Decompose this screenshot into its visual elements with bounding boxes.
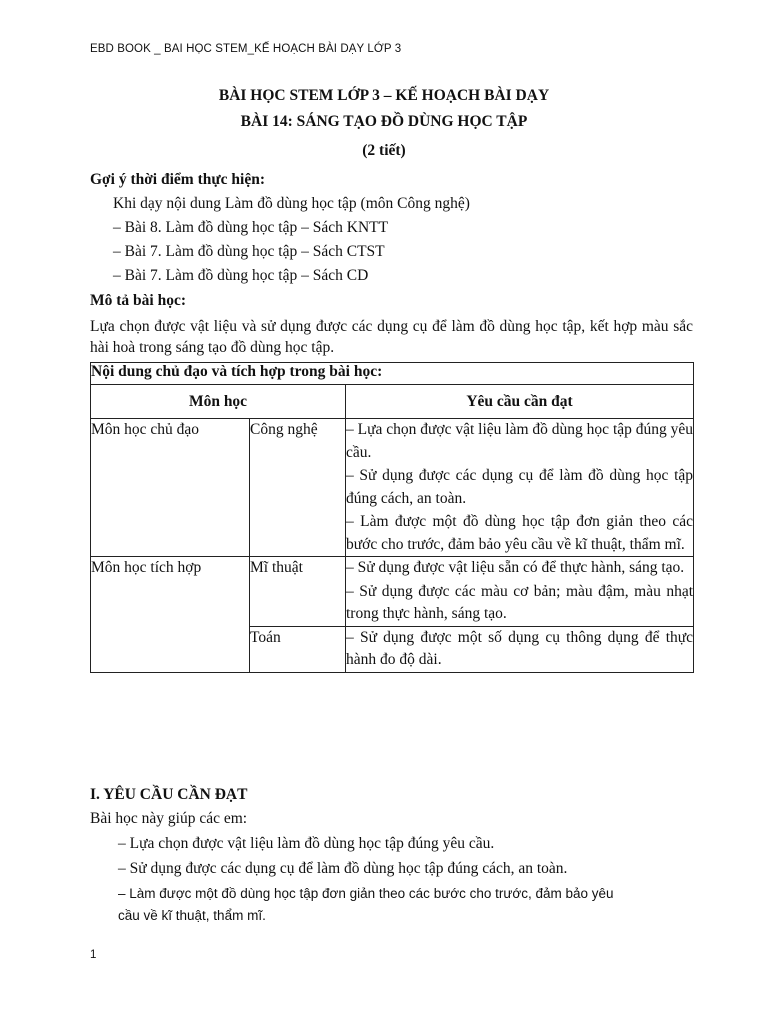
objective-item: – Sử dụng được các dụng cụ để làm đồ dùng học tập đúng cách, an toàn. (118, 860, 568, 877)
timing-intro: Khi dạy nội dung Làm đồ dùng học tập (môn Công nghệ) (113, 195, 470, 212)
requirement-item: – Sử dụng được các màu cơ bản; màu đậm, màu nhạt trong thực hành, sáng tạo. (346, 582, 694, 622)
requirement-cell (346, 419, 694, 557)
section-heading: I. YÊU CẦU CẦN ĐẠT (90, 786, 248, 803)
subject-name: Công nghệ (250, 419, 346, 557)
timing-item: – Bài 7. Làm đồ dùng học tập – Sách CD (113, 267, 369, 284)
subject-group-main: Môn học chủ đạo (91, 419, 250, 557)
timing-heading: Gợi ý thời điểm thực hiện: (90, 171, 266, 188)
page-number: 1 (90, 949, 97, 961)
requirement-item: – Sử dụng được vật liệu sẵn có để thực hành, sáng tạo. (346, 559, 685, 576)
document-title: BÀI HỌC STEM LỚP 3 – KẾ HOẠCH BÀI DẠY (218, 87, 550, 104)
timing-item: – Bài 8. Làm đồ dùng học tập – Sách KNTT (113, 219, 389, 236)
requirement-item: – Sử dụng được các dụng cụ để làm đồ dùng học tập đúng cách, an toàn. (346, 467, 694, 507)
section-intro: Bài học này giúp các em: (90, 810, 248, 827)
requirement-cell (346, 557, 694, 627)
objective-item-continued: cầu về kĩ thuật, thẩm mĩ. (118, 908, 266, 923)
requirement-item: – Lựa chọn được vật liệu làm đồ dùng học tập đúng yêu cầu. (346, 421, 694, 461)
table-intro: Nội dung chủ đạo và tích hợp trong bài học: (91, 363, 694, 385)
running-header: EBD BOOK _ BAI HỌC STEM_KẾ HOẠCH BÀI DẠY LỚP 3 (90, 43, 402, 55)
subject-group-integrated: Môn học tích hợp (91, 557, 250, 673)
lesson-duration: (2 tiết) (362, 142, 406, 159)
subject-name: Mĩ thuật (250, 557, 346, 627)
timing-item: – Bài 7. Làm đồ dùng học tập – Sách CTST (113, 243, 385, 260)
subject-name: Toán (250, 626, 346, 672)
description-text: Lựa chọn được vật liệu và sử dụng được các dụng cụ để làm đồ dùng học tập, kết hợp màu sắc hài hoà trong sáng tạo đồ dùng học tập. (90, 318, 693, 356)
lesson-title: BÀI 14: SÁNG TẠO ĐỒ DÙNG HỌC TẬP (240, 113, 528, 130)
table-row (91, 557, 694, 627)
description-heading: Mô tả bài học: (90, 292, 187, 309)
requirement-cell (346, 626, 694, 672)
content-table (90, 362, 694, 673)
table-row (91, 419, 694, 557)
objective-item: – Lựa chọn được vật liệu làm đồ dùng học tập đúng yêu cầu. (118, 835, 495, 852)
requirement-item: – Làm được một đồ dùng học tập đơn giản theo các bước cho trước, đảm bảo yêu cầu về kĩ thuật, thẩm mĩ. (346, 513, 694, 553)
objective-item: – Làm được một đồ dùng học tập đơn giản theo các bước cho trước, đảm bảo yêu (118, 886, 614, 901)
requirement-item: – Sử dụng được một số dụng cụ thông dụng để thực hành đo độ dài. (346, 628, 694, 668)
column-header-subject: Môn học (91, 385, 346, 419)
column-header-requirement: Yêu cầu cần đạt (346, 385, 694, 419)
